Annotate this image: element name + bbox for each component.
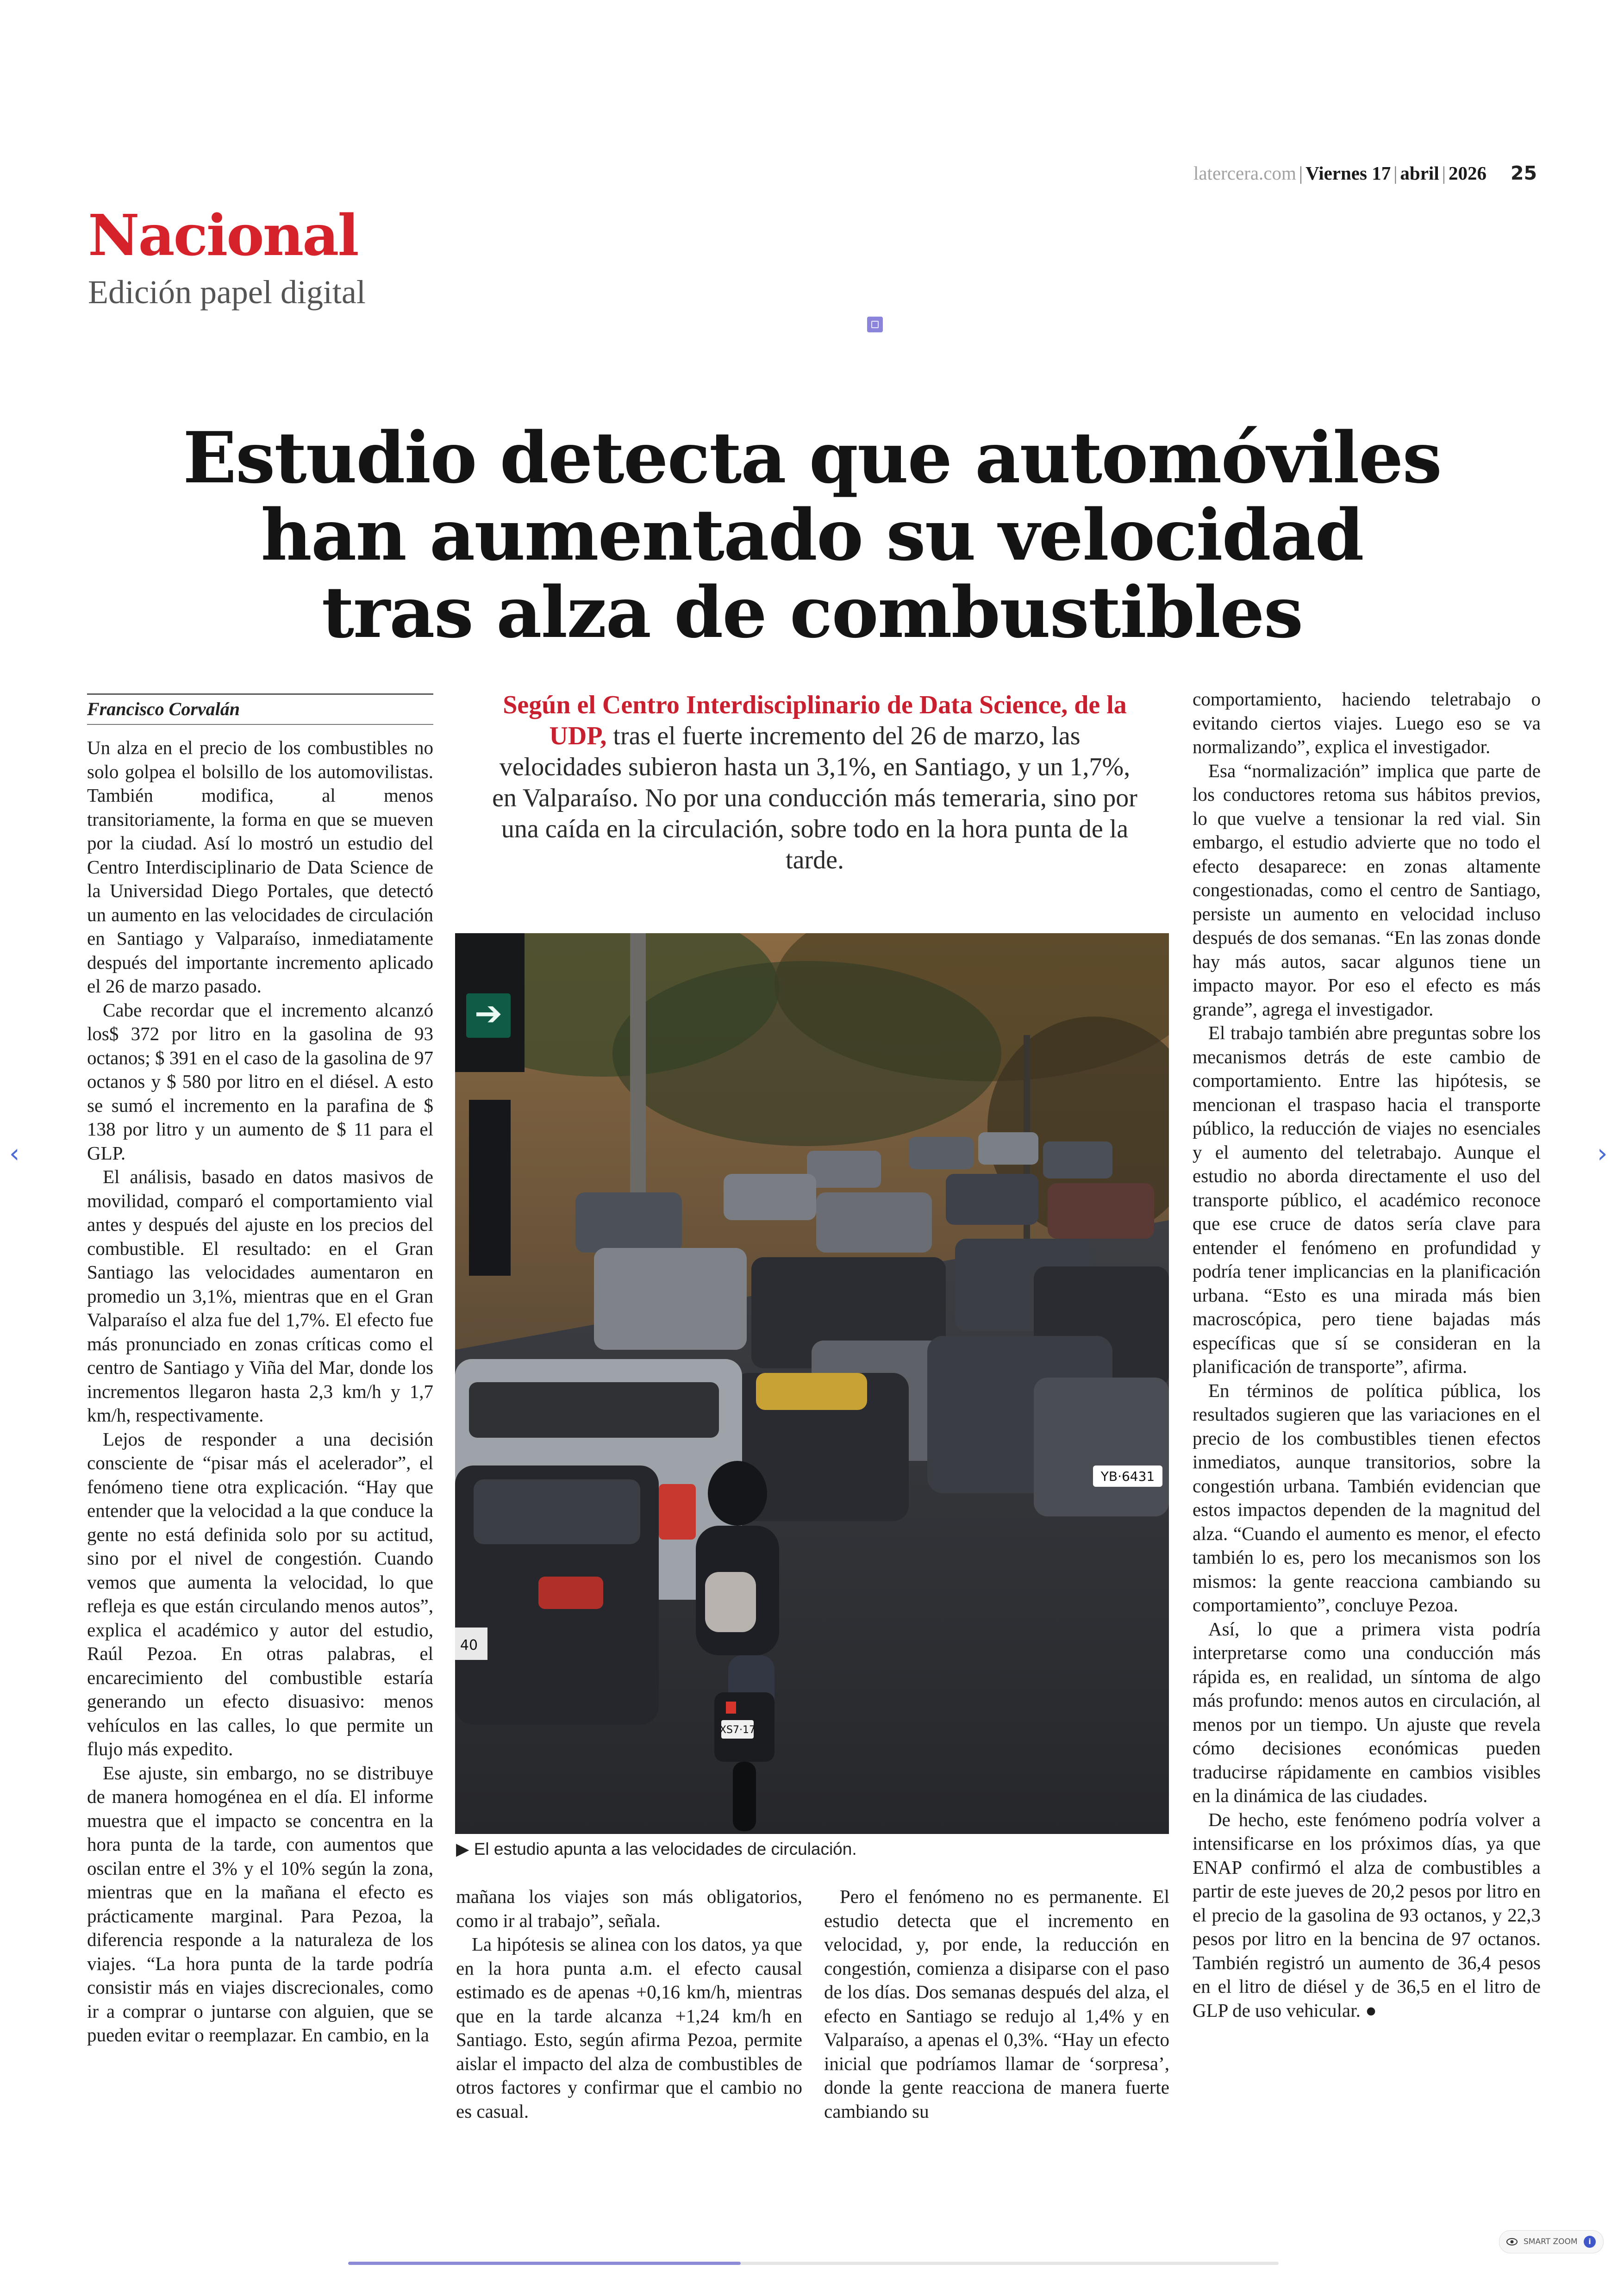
page-number: 25 [1510,162,1537,184]
article-headline [139,416,1485,654]
headline-line: Estudio detecta que automóviles [183,416,1441,499]
paragraph: Lejos de responder a una decisión consciente de “pisar más el acelerador”, el fenómeno tiene otra explicación. “Hay que entender que la velocidad a la que conduce la gente no está definida solo por su actitud, sino por el nivel de congestión. Cuando vemos que aumenta la velocidad, lo que refleja es que están circulando menos autos”, explica el académico y autor del estudio, Raúl Pezoa. En otras palabras, el encarecimiento del combustible estaría generando un efecto disuasivo: menos vehículos en las calles, lo que permite un flujo más expedito. [87,1428,433,1759]
date-month: abril [1400,162,1439,184]
caption-text: El estudio apunta a las velocidades de circulación. [474,1840,857,1858]
paragraph: En términos de política pública, los resultados sugieren que las variaciones en el precio de los combustibles tienen efectos inmediatos, aunque transitorios, sobre la congestión urbana. También evidencian que estos impactos dependen de la magnitud del alza. “Cuando el aumento es menor, el efecto también lo es, pero los mecanismos son los mismos: la gente reacciona cambiando su comportamiento”, concluye Pezoa. [1193,1379,1541,1615]
page-header-meta [1193,162,1537,184]
page-scroll-thumb[interactable] [348,2262,741,2265]
paragraph: El análisis, basado en datos masivos de movilidad, comparó el comportamiento vial antes y después del ajuste en los precios del combustible. El resultado: en el Gran Santiago las velocidades aumentaron en promedio un 3,1%, mientras que en el Gran Valparaíso el alza fue del 1,7%. El efecto fue más pronunciado en zonas críticas como el centro de Santiago y Viña del Mar, donde los incrementos llegaron hasta 2,3 km/h y 1,7 km/h, respectivamente. [87,1166,433,1426]
article-column-3 [824,1885,1169,2123]
plate-text: YB·6431 [1100,1469,1155,1484]
headline-line: han aumentado su velocidad [261,493,1363,576]
svg-text:➔: ➔ [474,994,503,1033]
chevron-right-icon: › [1597,1139,1608,1169]
paragraph: Así, lo que a primera vista podría interpretarse como una conducción más rápida es, en realidad, un síntoma de algo más profundo: menos autos en circulación, al menos por un tiempo. Un ajuste que revela cómo decisiones económicas pueden traducirse rápidamente en cambios visibles en la dinámica de las ciudades. [1193,1618,1541,1806]
plate-text: XS7·17 [719,1724,756,1736]
paragraph: comportamiento, haciendo teletrabajo o evitando ciertos viajes. Luego eso se va normalizando”, explica el investigador. [1193,688,1541,757]
author-byline: Francisco Corvalán [87,698,240,719]
paragraph: Un alza en el precio de los combustibles no solo golpea el bolsillo de los automovilistas. También modifica, al menos transitoriamente, la forma en que se mueven por la ciudad. Así lo mostró un estudio del Centro Interdisciplinario de Data Science de la Universidad Diego Portales, que detectó un aumento en las velocidades de circulación en Santiago y Valparaíso, inmediatamente después del importante incremento aplicado el 26 de marzo pasado. [87,737,433,997]
edition-subtitle: Edición papel digital [88,274,366,311]
article-column-4 [1193,687,1541,2022]
paragraph-text: De hecho, este fenómeno podría volver a intensificarse en los próximos días, ya que ENAP confirmó el alza de combustibles a partir de este jueves de 20,2 pesos por litro en el precio de la gasolina de 93 octanos, y 22,3 pesos por litro en la bencina de 97 octanos. También registró un aumento de 36,4 pesos en el litro de diésel y de 36,5 en el litro de GLP de uso vehicular. [1193,1809,1541,2021]
byline-rule [87,693,433,695]
separator: | [1393,162,1398,184]
paragraph: Ese ajuste, sin embargo, no se distribuye de manera homogénea en el día. El informe muestra que el impacto se concentra en la hora punta de la tarde, con aumentos que oscilan entre el 3% y el 10% según la zona, mientras que en la mañana el efecto es prácticamente marginal. Para Pezoa, la diferencia responde a la naturaleza de los viajes. “La hora punta de la tarde podría consistir más en viajes discrecionales, como ir a comprar o juntarse con alguien, que se pueden evitar o reemplazar. En cambio, en la [87,1762,433,2046]
smart-zoom-label: SMART ZOOM [1524,2237,1578,2246]
article-column-1 [87,736,433,2047]
article-column-2 [456,1885,802,2123]
separator: | [1442,162,1446,184]
date-day: Viernes 17 [1305,162,1391,184]
page-marker-icon[interactable] [867,317,883,332]
article-lead [491,690,1139,876]
info-icon: i [1584,2236,1596,2248]
byline-rule [87,724,433,725]
lead-text: tras el fuerte incremento del 26 de marzo, las velocidades subieron hasta un 3,1%, en Santiago, y un 1,7%, en Valparaíso. No por una conducción más temeraria, sino por una caída en la circulación, sobre todo en la hora punta de la tarde. [492,722,1137,874]
end-mark-icon: ● [1365,1999,1377,2021]
separator: | [1299,162,1303,184]
section-title: Nacional [88,202,358,268]
lead-highlight: Según el Centro Interdisciplinario de Data Science, de la UDP, [503,691,1127,750]
photo-caption [456,1839,857,1859]
paragraph: Pero el fenómeno no es permanente. El estudio detecta que el incremento en velocidad, y, por ende, la reducción en congestión, comienza a disiparse con el paso de los días. Dos semanas después del alza, el efecto en Santiago se redujo al 1,4% y en Valparaíso, a apenas el 0,3%. “Hay un efecto inicial que podríamos llamar de ‘sorpresa’, donde la gente reacciona de manera fuerte cambiando su [824,1886,1169,2122]
paragraph: El trabajo también abre preguntas sobre los mecanismos detrás de este cambio de comportamiento. Entre las hipótesis, se mencionan el traspaso hacia el transporte público, la reducción de viajes no esenciales y el aumento del teletrabajo. Aunque el estudio no aborda directamente el uso del transporte público, el académico reconoce que ese cruce de datos sería clave para entender el fenómeno en profundidad y podría tener implicancias en la planificación urbana. “Esto es una mirada más bien macroscópica, pero tiene bajadas más específicas que sí se consideran en la planificación de transporte”, afirma. [1193,1022,1541,1377]
next-page-button[interactable] [1597,1139,1607,1169]
plate-text: 40 [460,1637,478,1653]
site-name: latercera.com [1193,162,1296,184]
smart-zoom-badge[interactable] [1499,2230,1604,2253]
caption-arrow-icon: ▶ [456,1840,469,1858]
chevron-left-icon: ‹ [9,1139,20,1169]
paragraph: Cabe recordar que el incremento alcanzó los$ 372 por litro en la gasolina de 93 octanos; $ 391 en el caso de la gasolina de 97 octanos y $ 580 por litro en el diésel. A esto se sumó el incremento en la parafina de $ 138 por litro y un aumento de $ 11 para el GLP. [87,999,433,1164]
headline-line: tras alza de combustibles [321,571,1303,654]
paragraph: mañana los viajes son más obligatorios, como ir al trabajo”, señala. [456,1886,802,1931]
paragraph: Esa “normalización” implica que parte de los conductores retoma sus hábitos previos, lo que vuelve a tensionar la red vial. Sin embargo, el estudio advierte que no todo el efecto desaparece: en zonas altamente congestionadas, como el centro de Santiago, persiste un aumento en velocidad incluso después de dos semanas. “En las zonas donde hay más autos, sacar algunos tiene un impacto mayor. Por eso el efecto es más grande”, agrega el investigador. [1193,760,1541,1020]
eye-icon [1506,2236,1518,2248]
paragraph [1193,1808,1541,2023]
date-year: 2026 [1448,162,1487,184]
traffic-photo [455,933,1169,1834]
prev-page-button[interactable] [9,1139,19,1169]
paragraph: La hipótesis se alinea con los datos, ya que en la hora punta a.m. el efecto causal estimado es de apenas +0,16 km/h, mientras que en la tarde alcanza +1,24 km/h en Santiago. Esto, según afirma Pezoa, permite aislar el impacto del alza de combustibles de otros factores y confirmar que el cambio no es casual. [456,1933,802,2122]
